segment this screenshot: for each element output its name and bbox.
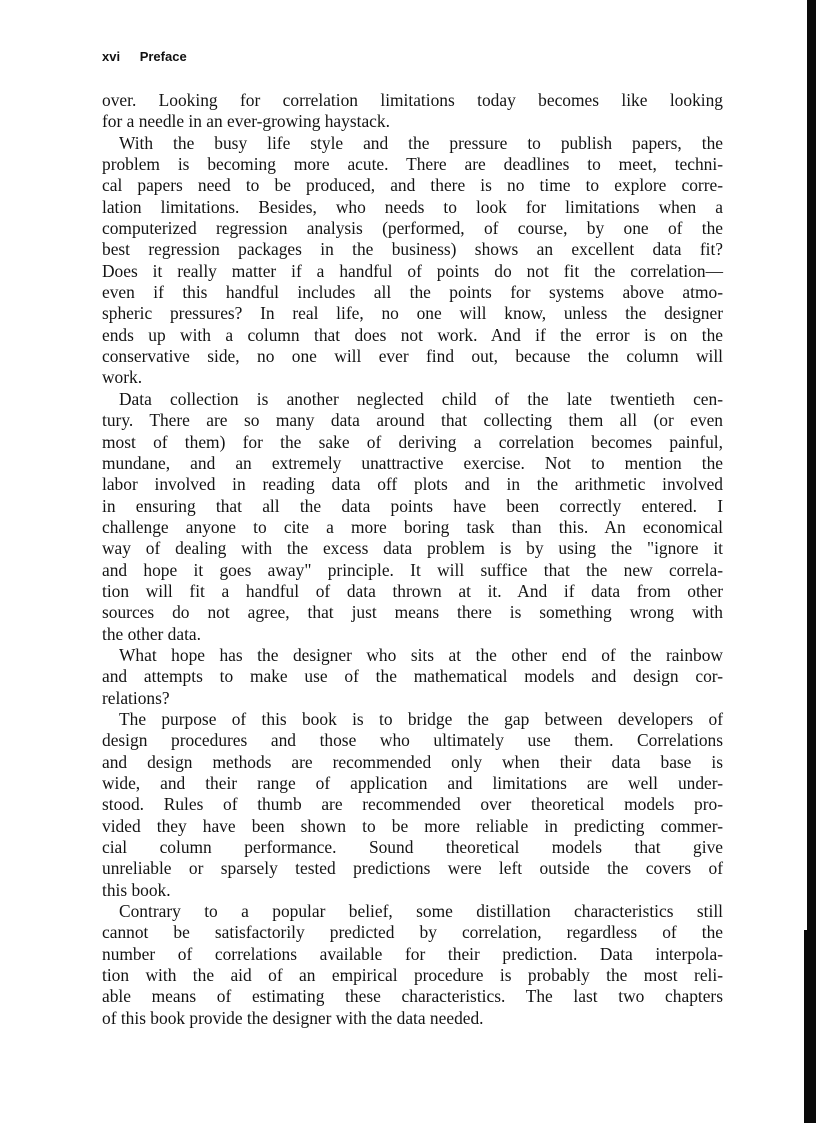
text-line: lation limitations. Besides, who needs to look for limitations when a [102, 196, 723, 217]
page-edge-shadow-lower [804, 930, 816, 1123]
text-line: over. Looking for correlation limitations today becomes like looking [102, 90, 723, 110]
text-line: this book. [102, 879, 171, 900]
text-line: What hope has the designer who sits at the other end of the rainbow [119, 644, 723, 665]
text-line: and hope it goes away" principle. It will suffice that the new correla- [102, 559, 723, 580]
text-line: wide, and their range of application and limitations are well under- [102, 773, 723, 793]
text-line: design procedures and those who ultimately use them. Correlations [102, 730, 723, 751]
text-line: tion with the aid of an empirical procedure is probably the most reli- [102, 965, 723, 986]
text-line: of this book provide the designer with the data needed. [102, 1007, 484, 1028]
text-line: most of them) for the sake of deriving a correlation becomes painful, [102, 431, 723, 452]
body-text [102, 90, 723, 1029]
text-line: work. [102, 367, 143, 388]
text-line: and attempts to make use of the mathematical models and design cor- [102, 666, 723, 687]
text-line: number of correlations available for their prediction. Data interpola- [102, 943, 723, 964]
running-header [102, 49, 187, 64]
text-line: able means of estimating these characteristics. The last two chapters [102, 986, 723, 1007]
text-line: The purpose of this book is to bridge the gap between developers of [119, 708, 723, 729]
text-line: labor involved in reading data off plots and in the arithmetic involved [102, 474, 723, 495]
text-line: computerized regression analysis (performed, of course, by one of the [102, 218, 723, 239]
text-line: in ensuring that all the data points have been correctly entered. I [102, 495, 723, 516]
text-line: problem is becoming more acute. There are deadlines to meet, techni- [102, 154, 723, 175]
paragraph [102, 645, 723, 709]
text-line: vided they have been shown to be more reliable in predicting commer- [102, 815, 723, 836]
text-line: spheric pressures? In real life, no one will know, unless the designer [102, 303, 723, 324]
text-line: cial column performance. Sound theoretical models that give [102, 837, 723, 858]
text-line: cal papers need to be produced, and there is no time to explore corre- [102, 175, 723, 196]
text-line: Does it really matter if a handful of points do not fit the correlation— [102, 260, 723, 281]
text-line: Contrary to a popular belief, some distillation characteristics still [119, 901, 723, 922]
paragraph [102, 709, 723, 901]
page-number: xvi [102, 49, 121, 64]
text-line: unreliable or sparsely tested predictions were left outside the covers of [102, 858, 723, 879]
text-line: With the busy life style and the pressure to publish papers, the [119, 132, 723, 153]
running-title: Preface [139, 49, 187, 64]
text-line: the other data. [102, 623, 201, 644]
text-line: and design methods are recommended only when their data base is [102, 751, 723, 772]
text-line: challenge anyone to cite a more boring task than this. An economical [102, 516, 723, 537]
paragraph [102, 90, 723, 133]
text-line: Data collection is another neglected child of the late twentieth cen- [119, 388, 723, 409]
text-line: sources do not agree, that just means there is something wrong with [102, 602, 723, 623]
text-line: stood. Rules of thumb are recommended over theoretical models pro- [102, 794, 723, 815]
text-line: best regression packages in the business) shows an excellent data fit? [102, 239, 723, 260]
text-line: conservative side, no one will ever find out, because the column will [102, 346, 723, 367]
paragraph [102, 133, 723, 389]
paragraph [102, 389, 723, 645]
text-line: ends up with a column that does not work. And if the error is on the [102, 324, 723, 345]
text-line: even if this handful includes all the points for systems above atmo- [102, 282, 723, 303]
text-line: tury. There are so many data around that collecting them all (or even [102, 410, 723, 431]
paragraph [102, 901, 723, 1029]
text-line: mundane, and an extremely unattractive exercise. Not to mention the [102, 452, 723, 473]
text-line: cannot be satisfactorily predicted by correlation, regardless of the [102, 922, 723, 943]
text-line: way of dealing with the excess data problem is by using the "ignore it [102, 538, 723, 559]
text-line: relations? [102, 687, 170, 708]
text-line: tion will fit a handful of data thrown at it. And if data from other [102, 580, 723, 601]
text-line: for a needle in an ever-growing haystack. [102, 111, 390, 132]
